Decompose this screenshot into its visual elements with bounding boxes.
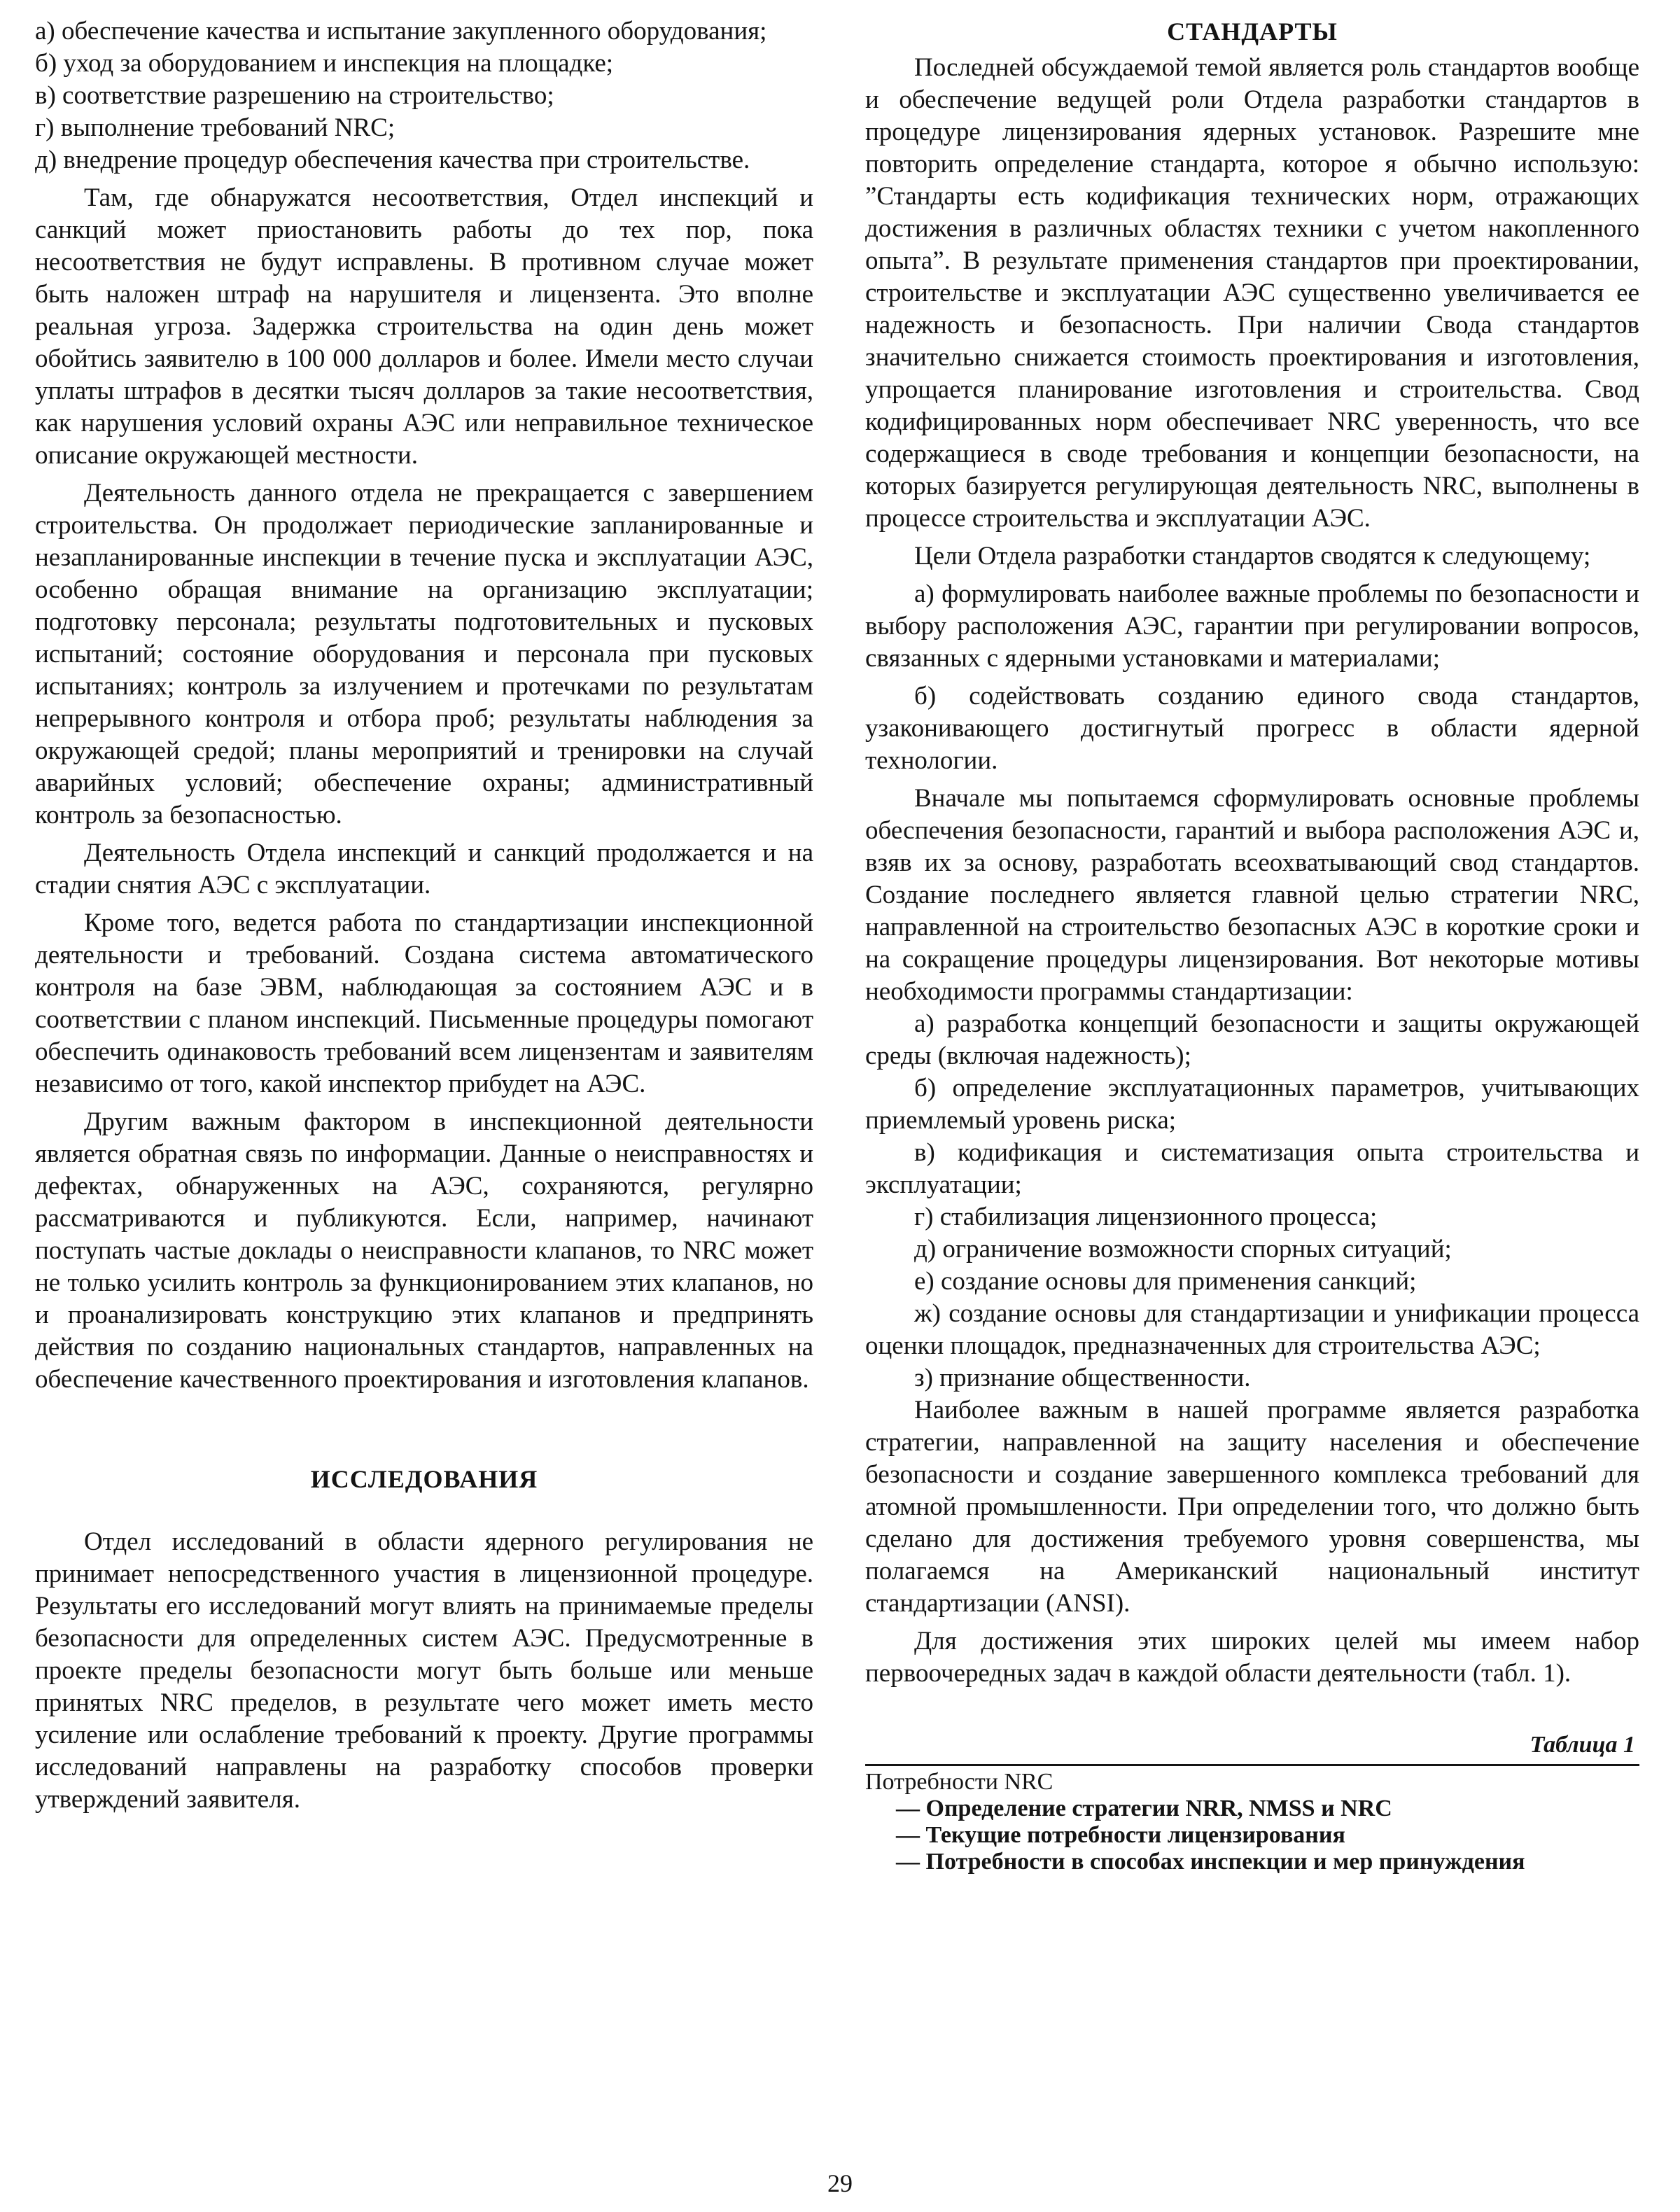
motive-item: б) определение эксплуатационных параметров, учитывающих приемлемый уровень риска;: [865, 1074, 1639, 1135]
motive-item: д) ограничение возможности спорных ситуаций;: [914, 1235, 1452, 1264]
paragraph-standards-intro: Последней обсуждаемой темой является роль стандартов вообще и обеспечение ведущей роли Отдела разработки стандартов в процедуре лицензирования ядерных установок. Разрешите мне повторить определение стандарта, которое я обычно использую: ”Стандарты есть кодификация технических норм, отражающих достижения в различных областях техники с учетом накопленного опыта”. В результате применения стандартов при проектировании, строительстве и эксплуатации АЭС существенно увеличивается ее надежность и безопасность. При наличии Свода стандартов значительно снижается стоимость проектирования и изготовления, упрощается планирование изготовления и строительства. Свод кодифицированных норм обеспечивает NRC уверенность, что все содержащиеся в своде требования и концепции безопасности, на которых базируется регулирующая деятельность NRC, выполнены в процессе строительства и эксплуатации АЭС.: [865, 53, 1639, 533]
paragraph-standardization: Кроме того, ведется работа по стандартизации инспекционной деятельности и требований. Создана система автоматического контроля на базе ЭВМ, наблюдающая за состоянием АЭС и в соответствии с планом инспекций. Письменные процедуры помогают обеспечить одинаковость требований всем лицензентам и заявителям независимо от того, какой инспектор прибудет на АЭС.: [35, 909, 813, 1098]
paragraph-decommissioning: Деятельность Отдела инспекций и санкций продолжается и на стадии снятия АЭС с эксплуатации.: [35, 839, 813, 899]
motive-item: г) стабилизация лицензионного процесса;: [914, 1203, 1378, 1231]
standards-heading: СТАНДАРТЫ: [1167, 18, 1338, 46]
research-heading: ИССЛЕДОВАНИЯ: [310, 1465, 538, 1493]
motive-item: а) разработка концепций безопасности и защиты окружающей среды (включая надежность);: [865, 1009, 1639, 1070]
paragraph-goals-intro: Цели Отдела разработки стандартов сводятся к следующему;: [914, 542, 1591, 570]
right-column: [865, 15, 1639, 1875]
motive-item: з) признание общественности.: [914, 1364, 1251, 1392]
table-caption: Таблица 1: [1530, 1732, 1635, 1758]
paragraph-tasks: Для достижения этих широких целей мы имеем набор первоочередных задач в каждой области деятельности (табл. 1).: [865, 1627, 1639, 1688]
paragraph-feedback: Другим важным фактором в инспекционной деятельности является обратная связь по информации. Данные о неисправностях и дефектах, обнаруженных на АЭС, сохраняются, регулярно рассматриваются и публикуются. Если, например, начинают поступать частые доклады о неисправности клапанов, то NRC может не только усилить контроль за функционированием этих клапанов, но и проанализировать конструкцию этих клапанов и предпринять действия по созданию национальных стандартов, направленных на обеспечение качественного проектирования и изготовления клапанов.: [35, 1107, 813, 1394]
list-item: г) выполнение требований NRC;: [35, 113, 396, 142]
motive-item: в) кодификация и систематизация опыта строительства и эксплуатации;: [865, 1138, 1639, 1199]
page-number: 29: [827, 2169, 853, 2197]
list-item: в) соответствие разрешению на строительство;: [35, 81, 554, 110]
table-row: — Потребности в способах инспекции и мер принуждения: [896, 1849, 1525, 1875]
list-item: а) обеспечение качества и испытание закупленного оборудования;: [35, 17, 767, 46]
motive-item: е) создание основы для применения санкций;: [914, 1267, 1417, 1296]
left-column: [35, 15, 813, 1816]
paragraph-strategy: Вначале мы попытаемся сформулировать основные проблемы обеспечения безопасности, гарантий и выбора расположения АЭС и, взяв их за основу, разработать всеохватывающий свод стандартов. Создание последнего является главной целью стратегии NRC, направленной на строительство безопасных АЭС в короткие сроки и на сокращение процедуры лицензирования. Вот некоторые мотивы необходимости программы стандартизации:: [865, 784, 1639, 1006]
table-row: — Определение стратегии NRR, NMSS и NRC: [896, 1795, 1392, 1821]
list-item: б) уход за оборудованием и инспекция на площадке;: [35, 49, 614, 78]
goal-item: б) содействовать созданию единого свода стандартов, узаконивающего достигнутый прогресс в области ядерной технологии.: [865, 682, 1639, 775]
paragraph-program: Наиболее важным в нашей программе является разработка стратегии, направленной на защиту населения и обеспечение безопасности и создание завершенного комплекса требований для атомной промышленности. При определении того, что должно быть сделано для достижения требуемого уровня совершенства, мы полагаемся на Американский национальный институт стандартизации (ANSI).: [865, 1396, 1639, 1618]
goal-item: а) формулировать наиболее важные проблемы по безопасности и выбору расположения АЭС, гарантии при регулировании вопросов, связанных с ядерными установками и материалами;: [865, 580, 1639, 673]
table-rule: [865, 1764, 1639, 1766]
list-item: д) внедрение процедур обеспечения качества при строительстве.: [35, 146, 750, 174]
table-header: Потребности NRC: [865, 1769, 1054, 1795]
table-row: — Текущие потребности лицензирования: [896, 1822, 1345, 1848]
paragraph-inconsistencies: Там, где обнаружатся несоответствия, Отдел инспекций и санкций может приостановить работы до тех пор, пока несоответствия не будут исправлены. В противном случае может быть наложен штраф на нарушителя и лицензента. Это вполне реальная угроза. Задержка строительства на один день может обойтись заявителю в 100 000 долларов и более. Имели место случаи уплаты штрафов в десятки тысяч долларов за такие несоответствия, как нарушения условий охраны АЭС или неправильное техническое описание окружающей местности.: [35, 183, 813, 470]
paragraph-research: Отдел исследований в области ядерного регулирования не принимает непосредственного участия в лицензионной процедуре. Результаты его исследований могут влиять на принимаемые пределы безопасности для определенных систем АЭС. Предусмотренные в проекте пределы безопасности могут быть больше или меньше принятых NRC пределов, в результате чего может иметь место усиление или ослабление требований к проекту. Другие программы исследований направлены на разработку способов проверки утверждений заявителя.: [35, 1527, 813, 1814]
motive-item: ж) создание основы для стандартизации и унификации процесса оценки площадок, предназначенных для строительства АЭС;: [865, 1299, 1639, 1360]
paragraph-operations-inspections: Деятельность данного отдела не прекращается с завершением строительства. Он продолжает периодические запланированные и незапланированные инспекции в течение пуска и эксплуатации АЭС, особенно обращая внимание на организацию эксплуатации; подготовку персонала; результаты подготовительных и пусковых испытаний; состояние оборудования и персонала при пусковых испытаниях; контроль за излучением и протечками по результатам непрерывного контроля и отбора проб; результаты наблюдения за окружающей средой; планы мероприятий и тренировки на случай аварийных условий; обеспечение охраны; административный контроль за безопасностью.: [35, 479, 813, 830]
